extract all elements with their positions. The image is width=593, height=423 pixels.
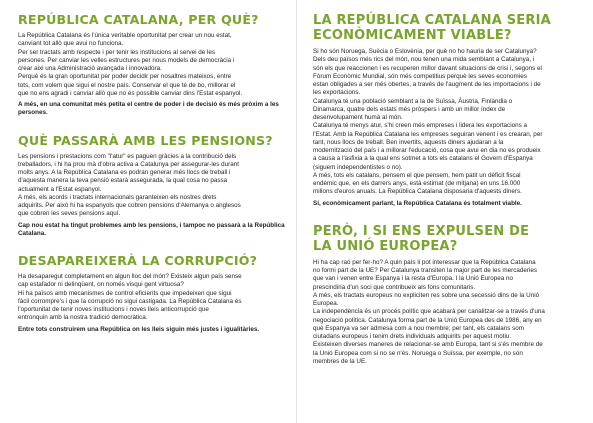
body-line: tots, com volem que sigui el nostre país. Conservar el que té de bo, millorar el [18, 81, 236, 89]
section-heading [313, 224, 581, 254]
heading-line: LA REPÚBLICA CATALANA SERIA [313, 13, 551, 28]
left-page [0, 0, 296, 423]
body-line: Catalunya té menys atur, s'hi creen més empreses i lidera les exportacions a [313, 122, 527, 130]
body-line: la Unió Europea com si no se n'és. Noruega o Suïssa, per exemple, no són [313, 349, 523, 357]
right-page [297, 0, 593, 423]
body-line: adquirits. Per això hi ha espanyols que cobren pensions d'Alemanya o anglesos [18, 202, 241, 209]
body-line: Dels deu països més rics del món, nou tenen una mida semblant a Catalunya, i [313, 56, 535, 64]
section-conclusion: Cap nou estat ha tingut problemes amb les pensions, i tampoc no passarà a la República Catalana. [18, 221, 285, 237]
body-line: modernització del país i a millorar l'educació, cosa que avui en dia no es produeix [313, 147, 541, 154]
section-economic-viability [313, 13, 581, 208]
body-line: ciutadans europeus i tenim drets individuals adquirits per aquest motiu. [313, 333, 512, 340]
body-line: molts anys. A la República Catalana es podran generar més llocs de treball i [18, 169, 231, 176]
body-line: les exportacions. [313, 89, 361, 97]
body-line: A més, els acords i tractats internacionals garanteixen els nostres drets [18, 193, 217, 201]
body-line: persones. Per canviar les velles estructures per nous models de democràcia i [18, 56, 235, 64]
body-line: Hi ha cap raó per fer-ho? A quin país li pot interessar que la República Catalana [313, 258, 536, 266]
body-line: canviant tot allò que avui no funciona. [18, 40, 124, 48]
section-conclusion: Sí, econòmicament parlant, la República Catalana és totalment viable. [313, 199, 522, 207]
section-body [18, 32, 285, 98]
section-heading [313, 13, 581, 43]
body-line: crear aixi una Administració avançada i innovadora. [18, 65, 162, 72]
body-line: endèmic que, en els darrers anys, està estimat (de mitjana) en uns 16.000 [313, 180, 521, 187]
body-line: negociació política. Catalunya forma part de la Unió Europea des de 1986, any en [313, 316, 542, 324]
section-heading: REPÚBLICA CATALANA, PER QUÈ? [18, 12, 259, 27]
section-pensions [18, 134, 285, 239]
body-line: estan obligades a ser més obertes, a través de l'augment de les importacions i de [313, 81, 541, 88]
body-line: treballadors, i hi ha prou mà d'obra activa a Catalunya per assegurar-les durant [18, 160, 240, 168]
heading-line: LA UNIÓ EUROPEA? [313, 238, 458, 254]
section-body [313, 48, 581, 197]
body-line: desenvolupament humà al món. [313, 114, 403, 121]
body-line: fàcil corrompre's i que la corrupció no sigui castigada. La República Catalana és [18, 297, 242, 305]
body-line: Europea. [313, 300, 339, 307]
section-conclusion: Entre tots construirem una República on les lleis siguin més justes i igualitàries. [18, 325, 260, 333]
section-why-republic [18, 13, 285, 118]
body-line: A més, els tractats europeus no expliciten res sobre una secessió dins de la Unió [313, 291, 540, 299]
body-line: Per ser tractats amb respecte i per tenir les institucions al servei de les [18, 48, 216, 56]
body-line: prescindiria d'un soci que contribueix als fons comunitaris. [313, 283, 476, 291]
body-line: d'aquesta manera la teva pensió estarà assegurada, la qual cosa no passa [18, 177, 228, 185]
body-line: La República Catalana és l'única veritable oportunitat per crear un nou estat, [18, 32, 232, 39]
body-line: actualment a l'Estat espanyol. [18, 185, 102, 193]
body-line: milions d'euros anuals. La República Catalana disposaria d'aquests diners. [313, 188, 522, 196]
section-corruption [18, 254, 285, 334]
section-body [18, 153, 285, 219]
body-line: no formi part de la UE? Per Catalunya transiten la major part de les mercaderies [313, 267, 537, 274]
section-body [18, 273, 285, 323]
body-line: entronquin amb la nostra tradició democràtica. [18, 314, 148, 322]
body-line: són els que reaccionen i es recuperen millor davant situacions de crisi i, segons el [313, 64, 542, 72]
body-line: què Espanya va ser admesa com a nou membre; per tant, els catalans som [313, 324, 525, 332]
body-line: Dinamarca, quatre dels estats més pròspers i amb un millor índex de [313, 105, 506, 113]
section-body [313, 259, 581, 366]
heading-line: PERÒ, I SI ENS EXPULSEN DE [313, 223, 530, 239]
body-line: que no ens agradi i canviar allò que no és possible canviar dins l'Estat espanyol. [18, 89, 243, 97]
body-line: Existeixen diverses maneres de relacionar-se amb Europa, tant si s'és membre de [313, 341, 543, 349]
section-conclusion: A més, en una comunitat més petita el centre de poder i de decisió és més pròxim a les persones. [18, 101, 279, 117]
heading-line: ECONÒMICAMENT VIABLE? [313, 28, 512, 43]
body-line: que cobren les seves pensions aquí. [18, 210, 121, 218]
body-line: Fòrum Econòmic Mundial, són més competitius perquè les seves economies [313, 72, 527, 80]
body-line: Hi ha països amb mecanismes de control eficients que impedeixen que sigui [18, 289, 232, 297]
body-line: La independència és un procés polític que acabarà per canalitzar-se a través d'una [313, 308, 545, 316]
section-heading: DESAPAREIXERÀ LA CORRUPCIÓ? [18, 253, 258, 268]
body-line: que van i venen entre Espanya i la resta d'Europa. I la Unió Europea no [313, 275, 514, 283]
body-line: Ha desaparegut completament en algun lloc del món? Existeix algun país sense [18, 273, 242, 280]
body-line: Perquè és la gran oportunitat per poder decidir per nosaltres mateixos, entre [18, 73, 232, 81]
body-line: l'oportunitat de tenir noves institucions i noves lleis anticorrupció que [18, 306, 209, 313]
body-line: membres de la UE. [313, 357, 367, 365]
section-eu-expulsion [313, 224, 581, 366]
body-line: (siguem independentistes o no). [313, 163, 403, 171]
section-heading: QUÈ PASSARÀ AMB LES PENSIONS? [18, 132, 273, 148]
body-line: cap estafador ni delinqüent, on només visqui gent virtuosa? [18, 281, 184, 289]
body-line: Catalunya té una població semblant a la de Suïssa, Àustria, Finlàndia o [313, 97, 513, 105]
body-line: a causa a l'asfixia a la qual ens sotmet a tots els catalans el Govern d'Espanya [313, 155, 533, 163]
body-line: l'Estat. Amb la República Catalana les empreses seguiran venent i es crearan, per [313, 130, 543, 138]
body-line: tant, nous llocs de treball. Ben invertits, aquests diners ajudaran a la [313, 138, 504, 146]
body-line: Si ho són Noruega, Suècia o Eslovènia, per què no ho hauria de ser Catalunya? [313, 48, 537, 55]
body-line: A més, tots els catalans, pensem el que pensem, hem patit un dèficit fiscal [313, 171, 521, 179]
body-line: Les pensions i prestacions com "l'atur" es paguen gràcies a la contribució dels [18, 152, 237, 160]
